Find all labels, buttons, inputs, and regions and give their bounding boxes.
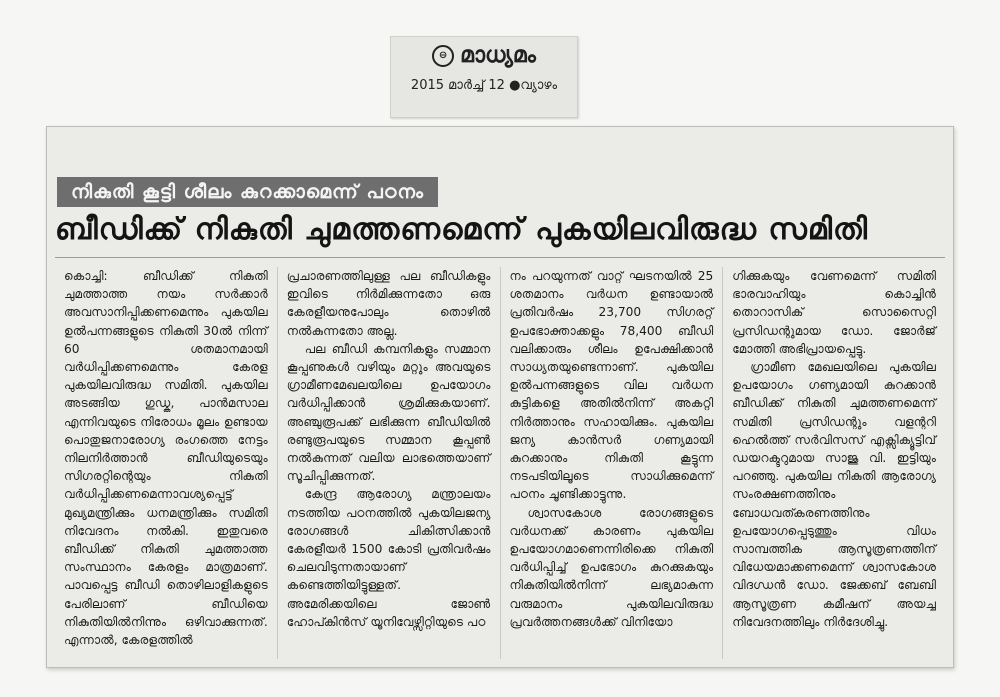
masthead-title-row bbox=[391, 43, 577, 68]
article-paragraph: ഗ്രാമീണ മേഖലയിലെ പുകയില ഉപയോഗം ഗണ്യമായി കുറക്കാൻ ബീഡിക്ക് നികുതി ചുമത്തണമെന്ന് സമിതി പ്രസിഡന്റും വളന്ററി ഹെൽത്ത് സർവിസസ് എക്സിക്യൂട്ടിവ് ഡയറക്ടറുമായ സാജു വി. ഇട്ടിയും പറഞ്ഞു. പുകയില നികുതി ആരോഗ്യ സംരക്ഷണത്തിനും ബോധവത്കരണത്തിനും ഉപയോഗപ്പെടുത്തും വിധം സാമ്പത്തിക ആസൂത്രണത്തിന് വിധേയമാക്കണമെന്ന് ശ്വാസകോശ വിദഗ്ധൻ ഡോ. ജേക്കബ് ബേബി ആസൂത്രണ കമീഷന് അയച്ച നിവേദനത്തിലും നിർദേശിച്ചു. bbox=[732, 360, 936, 629]
article-body bbox=[55, 267, 945, 659]
article-headline: ബീഡിക്ക് നികുതി ചുമത്തണമെന്ന് പുകയിലവിരുദ്ധ സമിതി bbox=[55, 212, 868, 247]
article-paragraph: പ്രചാരണത്തിലുള്ള പല ബീഡികളും ഇവിടെ നിർമിക്കുന്നതോ ഒരു കേരളീയനുപോലും തൊഴിൽ നൽകുന്നതോ അല്ല. bbox=[286, 269, 491, 338]
article-paragraph: കേന്ദ്ര ആരോഗ്യ മന്ത്രാലയം നടത്തിയ പഠനത്തിൽ പുകയിലജന്യ രോഗങ്ങൾ ചികിത്സിക്കാൻ കേരളീയർ 1500 കോടി പ്രതിവർഷം ചെലവിടുന്നതായാണ് കണ്ടെത്തിയിട്ടുള്ളത്. അമേരിക്കയിലെ ജോൺ ഹോപ്കിൻസ് യൂനിവേഴ്സിറ്റിയുടെ പഠ bbox=[286, 487, 491, 629]
article-column-3 bbox=[501, 267, 724, 659]
newspaper-masthead bbox=[390, 36, 578, 118]
article-kicker: നികുതി കൂട്ടി ശീലം കുറക്കാമെന്ന് പഠനം bbox=[57, 177, 438, 207]
article-paragraph: ഗിക്കുകയും വേണമെന്ന് സമിതി ഭാരവാഹിയും കൊച്ചിൻ തൊറാസിക് സൊസൈറ്റി പ്രസിഡന്റുമായ ഡോ. ജോർജ് മോത്തി അഭിപ്രായപ്പെട്ടു. bbox=[732, 269, 936, 356]
article-column-1 bbox=[55, 267, 278, 659]
newspaper-name: മാധ്യമം bbox=[460, 43, 536, 68]
newspaper-logo-icon: ⊖ bbox=[432, 45, 454, 67]
article-column-2 bbox=[278, 267, 501, 659]
article-paragraph: കൊച്ചി: ബീഡിക്ക് നികുതി ചുമത്താത്ത നയം സർക്കാർ അവസാനിപ്പിക്കണമെന്നും പുകയില ഉൽപന്നങ്ങളുടെ നികുതി 30ൽ നിന്ന് 60 ശതമാനമായി വർധിപ്പിക്കണമെന്നും കേരള പുകയിലവിരുദ്ധ സമിതി. പുകയില അടങ്ങിയ ഗുഡ്ക, പാൻമസാല എന്നിവയുടെ നിരോധം മൂലം ഉണ്ടായ പൊതുജനാരോഗ്യ രംഗത്തെ നേട്ടം നിലനിർത്താൻ ബീഡിയുടെയും സിഗരറ്റിന്റെയും നികുതി വർധിപ്പിക്കണമെന്നാവശ്യപ്പെട്ട് മുഖ്യമന്ത്രിക്കും ധനമന്ത്രിക്കും സമിതി നിവേദനം നൽകി. ഇതുവരെ ബീഡിക്ക് നികുതി ചുമത്താത്ത സംസ്ഥാനം കേരളം മാത്രമാണ്. പാവപ്പെട്ട ബീഡി തൊഴിലാളികളുടെ പേരിലാണ് ബീഡിയെ നികുതിയിൽനിന്നും ഒഴിവാക്കുന്നത്. എന്നാൽ, കേരളത്തിൽ bbox=[64, 269, 268, 648]
article-paragraph: നം പറയുന്നത് വാറ്റ് ഘടനയിൽ 25 ശതമാനം വർധന ഉണ്ടായാൽ പ്രതിവർഷം 23,700 സിഗരറ്റ് ഉപഭോക്താക്കളും 78,400 ബീഡി വലിക്കാരും ശീലം ഉപേക്ഷിക്കാൻ സാധ്യതയുണ്ടെന്നാണ്. പുകയില ഉൽപന്നങ്ങളുടെ വില വർധന കുട്ടികളെ അതിൽനിന്ന് അകറ്റി നിർത്താനും സഹായിക്കും. പുകയില ജന്യ കാൻസർ ഗണ്യമായി കുറക്കാനും നികുതി കൂട്ടുന്ന നടപടിയിലൂടെ സാധിക്കുമെന്ന് പഠനം ചൂണ്ടിക്കാട്ടുന്നു. bbox=[509, 269, 714, 502]
headline-divider bbox=[55, 257, 945, 258]
article-paragraph: പല ബീഡി കമ്പനികളും സമ്മാന കൂപ്പണുകൾ വഴിയും മറ്റും അവയുടെ ഗ്രാമീണമേഖലയിലെ ഉപയോഗം വർധിപ്പിക്കാൻ ശ്രമിക്കുകയാണ്. അഞ്ചുരൂപക്ക് ലഭിക്കുന്ന ബീഡിയിൽ രണ്ടുരൂപയുടെ സമ്മാന കൂപ്പൺ നൽകുന്നത് വലിയ ലാഭത്തെയാണ് സൂചിപ്പിക്കുന്നത്. bbox=[286, 341, 491, 484]
article-column-4 bbox=[723, 267, 945, 659]
publication-date: 2015 മാർച്ച് 12 ●വ്യാഴം bbox=[410, 78, 558, 93]
article-paragraph: ശ്വാസകോശ രോഗങ്ങളുടെ വർധനക്ക് കാരണം പുകയില ഉപയോഗമാണെന്നിരിക്കെ നികുതി വർധിപ്പിച്ച് ഉപഭോഗം കുറക്കുകയും നികുതിയിൽനിന്ന് ലഭ്യമാകുന്ന വരുമാനം പുകയിലവിരുദ്ധ പ്രവർത്തനങ്ങൾക്ക് വിനിയോ bbox=[509, 505, 714, 629]
news-article-clipping bbox=[46, 126, 954, 668]
